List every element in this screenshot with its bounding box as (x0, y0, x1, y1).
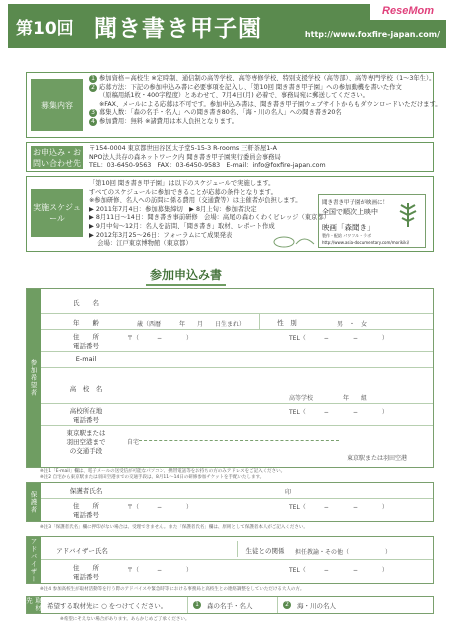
contact-line: 〒154-0004 東京都世田谷区太子堂5-15-3 R-rooms 三軒茶屋1-A (89, 145, 277, 152)
school-label: 高 校 名 (69, 385, 103, 393)
choice-prompt: 希望する取材先に ○ をつけてください。 (47, 602, 168, 610)
choice-side-label: 取材先 (25, 597, 42, 612)
recruit-label: 募集内容 (31, 79, 83, 131)
item-number-icon: 2 (89, 84, 97, 92)
note-line: ※注1「E-mail」欄は、電子メールの送受信が可能なパソコン、携帯電話等をお持ちの方のみアドレスをご記入ください。 (40, 469, 286, 474)
schedule-line: ※参加研修、名人への訪問に係る費用（交通費等）は主催者が負担します。 (89, 197, 302, 205)
notes-advisor: ※注4 参加高校生が取材活動等を行う際のアドバイスや緊急時等における事務局と高校生との連絡調整をしていただける大人の方。 (40, 587, 305, 592)
item-number-icon: 4 (89, 118, 97, 126)
tree-logo-icon (397, 201, 419, 229)
contact-line: NPO法人共存の森ネットワーク内 聞き書き甲子園実行委員会事務局 (89, 153, 281, 161)
recruit-list (89, 75, 442, 127)
notes-applicant (40, 468, 285, 480)
contact-label: お申込み・お問い合わせ先 (33, 147, 81, 168)
applicant-side-label: 参加希望者 (27, 289, 41, 467)
choice-box (26, 596, 434, 614)
grade-field[interactable]: 高等学校 年 組 (289, 395, 368, 402)
schedule-line: 「第10回 聞き書き甲子園」は以下のスケジュールで実施します。 (89, 180, 275, 187)
gender-label: 性 別 (277, 319, 297, 327)
schedule-line: すべてのスケジュールに参加できることが応募の条件となります。 (89, 188, 277, 196)
advisor-box (26, 536, 434, 584)
school-address-label: 高校所在地 電話番号 (69, 407, 103, 424)
recruit-item-text: 参加費用：無料 ※諸費用は本人負担となります。 (99, 117, 239, 125)
tel-field[interactable]: TEL（ − − ） (289, 335, 388, 342)
contact-line: TEL：03-6450-9563 FAX：03-6450-9583 E-mail：info@foxfire-japan.com (89, 162, 326, 170)
name-label: 氏 名 (73, 299, 99, 307)
resemom-watermark: ReseMom (370, 2, 446, 20)
advisor-name-label: アドバイザー氏名 (56, 547, 108, 555)
address-label: 住 所 電話番号 (73, 333, 99, 350)
seal-mark: 印 (285, 489, 292, 496)
contact-info (89, 145, 326, 171)
ad-url[interactable]: http://www.asia-documentary.com/morikiki/ (322, 240, 410, 245)
guardian-box (26, 482, 434, 522)
recruit-item-text: 募集人数：「森の名手・名人」への聞き書き80名、「海・川の名人」への聞き書き20名 (99, 109, 342, 117)
recruit-item (89, 84, 442, 93)
recruit-item (89, 75, 442, 84)
schedule-line: ▶ 9月中旬〜12月：名人を訪問、「聞き書き」取材、レポート作成 (89, 222, 275, 230)
guardian-tel-field[interactable]: TEL（ − − ） (289, 504, 388, 511)
edition-label: 第10回 (16, 19, 74, 39)
option2-number: 2 (283, 601, 291, 609)
item-number-icon: 1 (89, 75, 97, 83)
advisor-tel-field[interactable]: TEL（ − − ） (289, 567, 388, 574)
recruit-item (89, 92, 442, 101)
name-field[interactable] (127, 291, 427, 311)
header-url[interactable]: http://www.foxfire-japan.com/ (304, 30, 440, 39)
note-line: ※注2 自宅から東京駅または羽田空港までの交通手段は、8月11〜14日の研修参加チケットを手配いたします。 (40, 475, 265, 480)
recruit-item (89, 109, 442, 118)
gender-field[interactable]: 男 ・ 女 (337, 321, 368, 328)
email-label: E-mail (75, 355, 97, 363)
movie-ad[interactable] (318, 194, 426, 248)
schedule-line: ▶ 2012年3月25〜26日：フォーラムにて成果発表 (89, 231, 233, 239)
schedule-line: 会場：江戸東京博物館（東京都） (89, 240, 192, 248)
depart-label: 自宅 (127, 439, 140, 446)
item-number-icon: 3 (89, 109, 97, 117)
ad-line1: 聞き書き甲子園が映画に！ (322, 200, 389, 206)
page-title: 聞き書き甲子園 (94, 16, 262, 42)
choice-note: ※希望にそえない場合があります。あらかじめご了承ください。 (60, 617, 190, 622)
guardian-address-label: 住 所 電話番号 (73, 502, 99, 519)
advisor-address-label: 住 所 電話番号 (73, 564, 99, 581)
recruit-item-text: 参加資格＝高校生 ※定時制、通信制の高等学校、高等専修学校、特別支援学校（高等部）、高等専門学校（1〜3年生）。 (99, 75, 436, 82)
option2-sea-river[interactable]: 海・川の名人 (297, 602, 336, 610)
children-drawing-icon (272, 232, 316, 248)
zip-field[interactable]: 〒（ − ） (127, 335, 193, 342)
route-line[interactable] (139, 440, 339, 441)
schedule-line: ▶ 2011年7月4日：参加募集締切 ▶ 8月上旬：参加者決定 (89, 205, 257, 213)
relation-label: 生徒との関係 (245, 547, 285, 555)
ad-line2: 全国で順次上映中 (322, 208, 378, 216)
arrive-label: 東京駅または羽田空港 (347, 455, 408, 462)
contact-section (26, 142, 434, 172)
advisor-zip-field[interactable]: 〒（ − ） (127, 567, 193, 574)
schedule-line: ▶ 8月11日〜14日：聞き書き事前研修 会場：高尾の森わくわくビレッジ（東京都） (89, 214, 330, 222)
recruit-item-text: （原稿用紙1枚・400字程度）とあわせて、7月4日(月) 必着で、事務局宛に郵送してください。 (99, 92, 369, 100)
age-field[interactable]: 歳（西暦 年 月 日生まれ） (137, 321, 246, 328)
notes-guardian: ※注3「保護者氏名」欄に押印がない場合は、受理できません。また「保護者氏名」欄は、原則として保護者本人がご記入ください。 (40, 525, 308, 530)
relation-field[interactable]: 担任教諭・その他（ ） (295, 549, 392, 556)
applicant-box (26, 288, 434, 468)
recruit-section (26, 72, 442, 138)
option1-forest[interactable]: 森の名手・名人 (207, 602, 253, 610)
ad-credit: 製作・配給 パワフル・ラボ (322, 233, 372, 238)
school-tel-field[interactable]: TEL（ − − ） (289, 409, 388, 416)
schedule-label: 実施スケジュール (31, 189, 83, 237)
guardian-zip-field[interactable]: 〒（ − ） (127, 504, 193, 511)
email-field[interactable] (127, 353, 427, 365)
advisor-side-label: アドバイザー (27, 537, 41, 583)
ad-title: 映画「森聞き」 (322, 223, 375, 232)
recruit-item (89, 118, 442, 127)
option1-number: 1 (193, 601, 201, 609)
recruit-item-text: 応募方法：下記の参加申込み書に必要事項を記入し、「第10回 聞き書き甲子園」への参加動機を書いた作文 (99, 83, 402, 91)
guardian-name-label: 保護者氏名 (69, 487, 103, 495)
form-title: 参加申込み書 (150, 268, 223, 282)
guardian-side-label: 保護者 (27, 483, 41, 521)
recruit-item-text: ※FAX、メールによる応募は不可です。参加申込み書は、聞き書き甲子園ウェブサイトからもダウンロードいただけます。 (99, 100, 442, 108)
station-label: 東京駅または 羽田空港まで の交通手段 (66, 429, 106, 455)
age-label: 年 齢 (73, 319, 99, 327)
